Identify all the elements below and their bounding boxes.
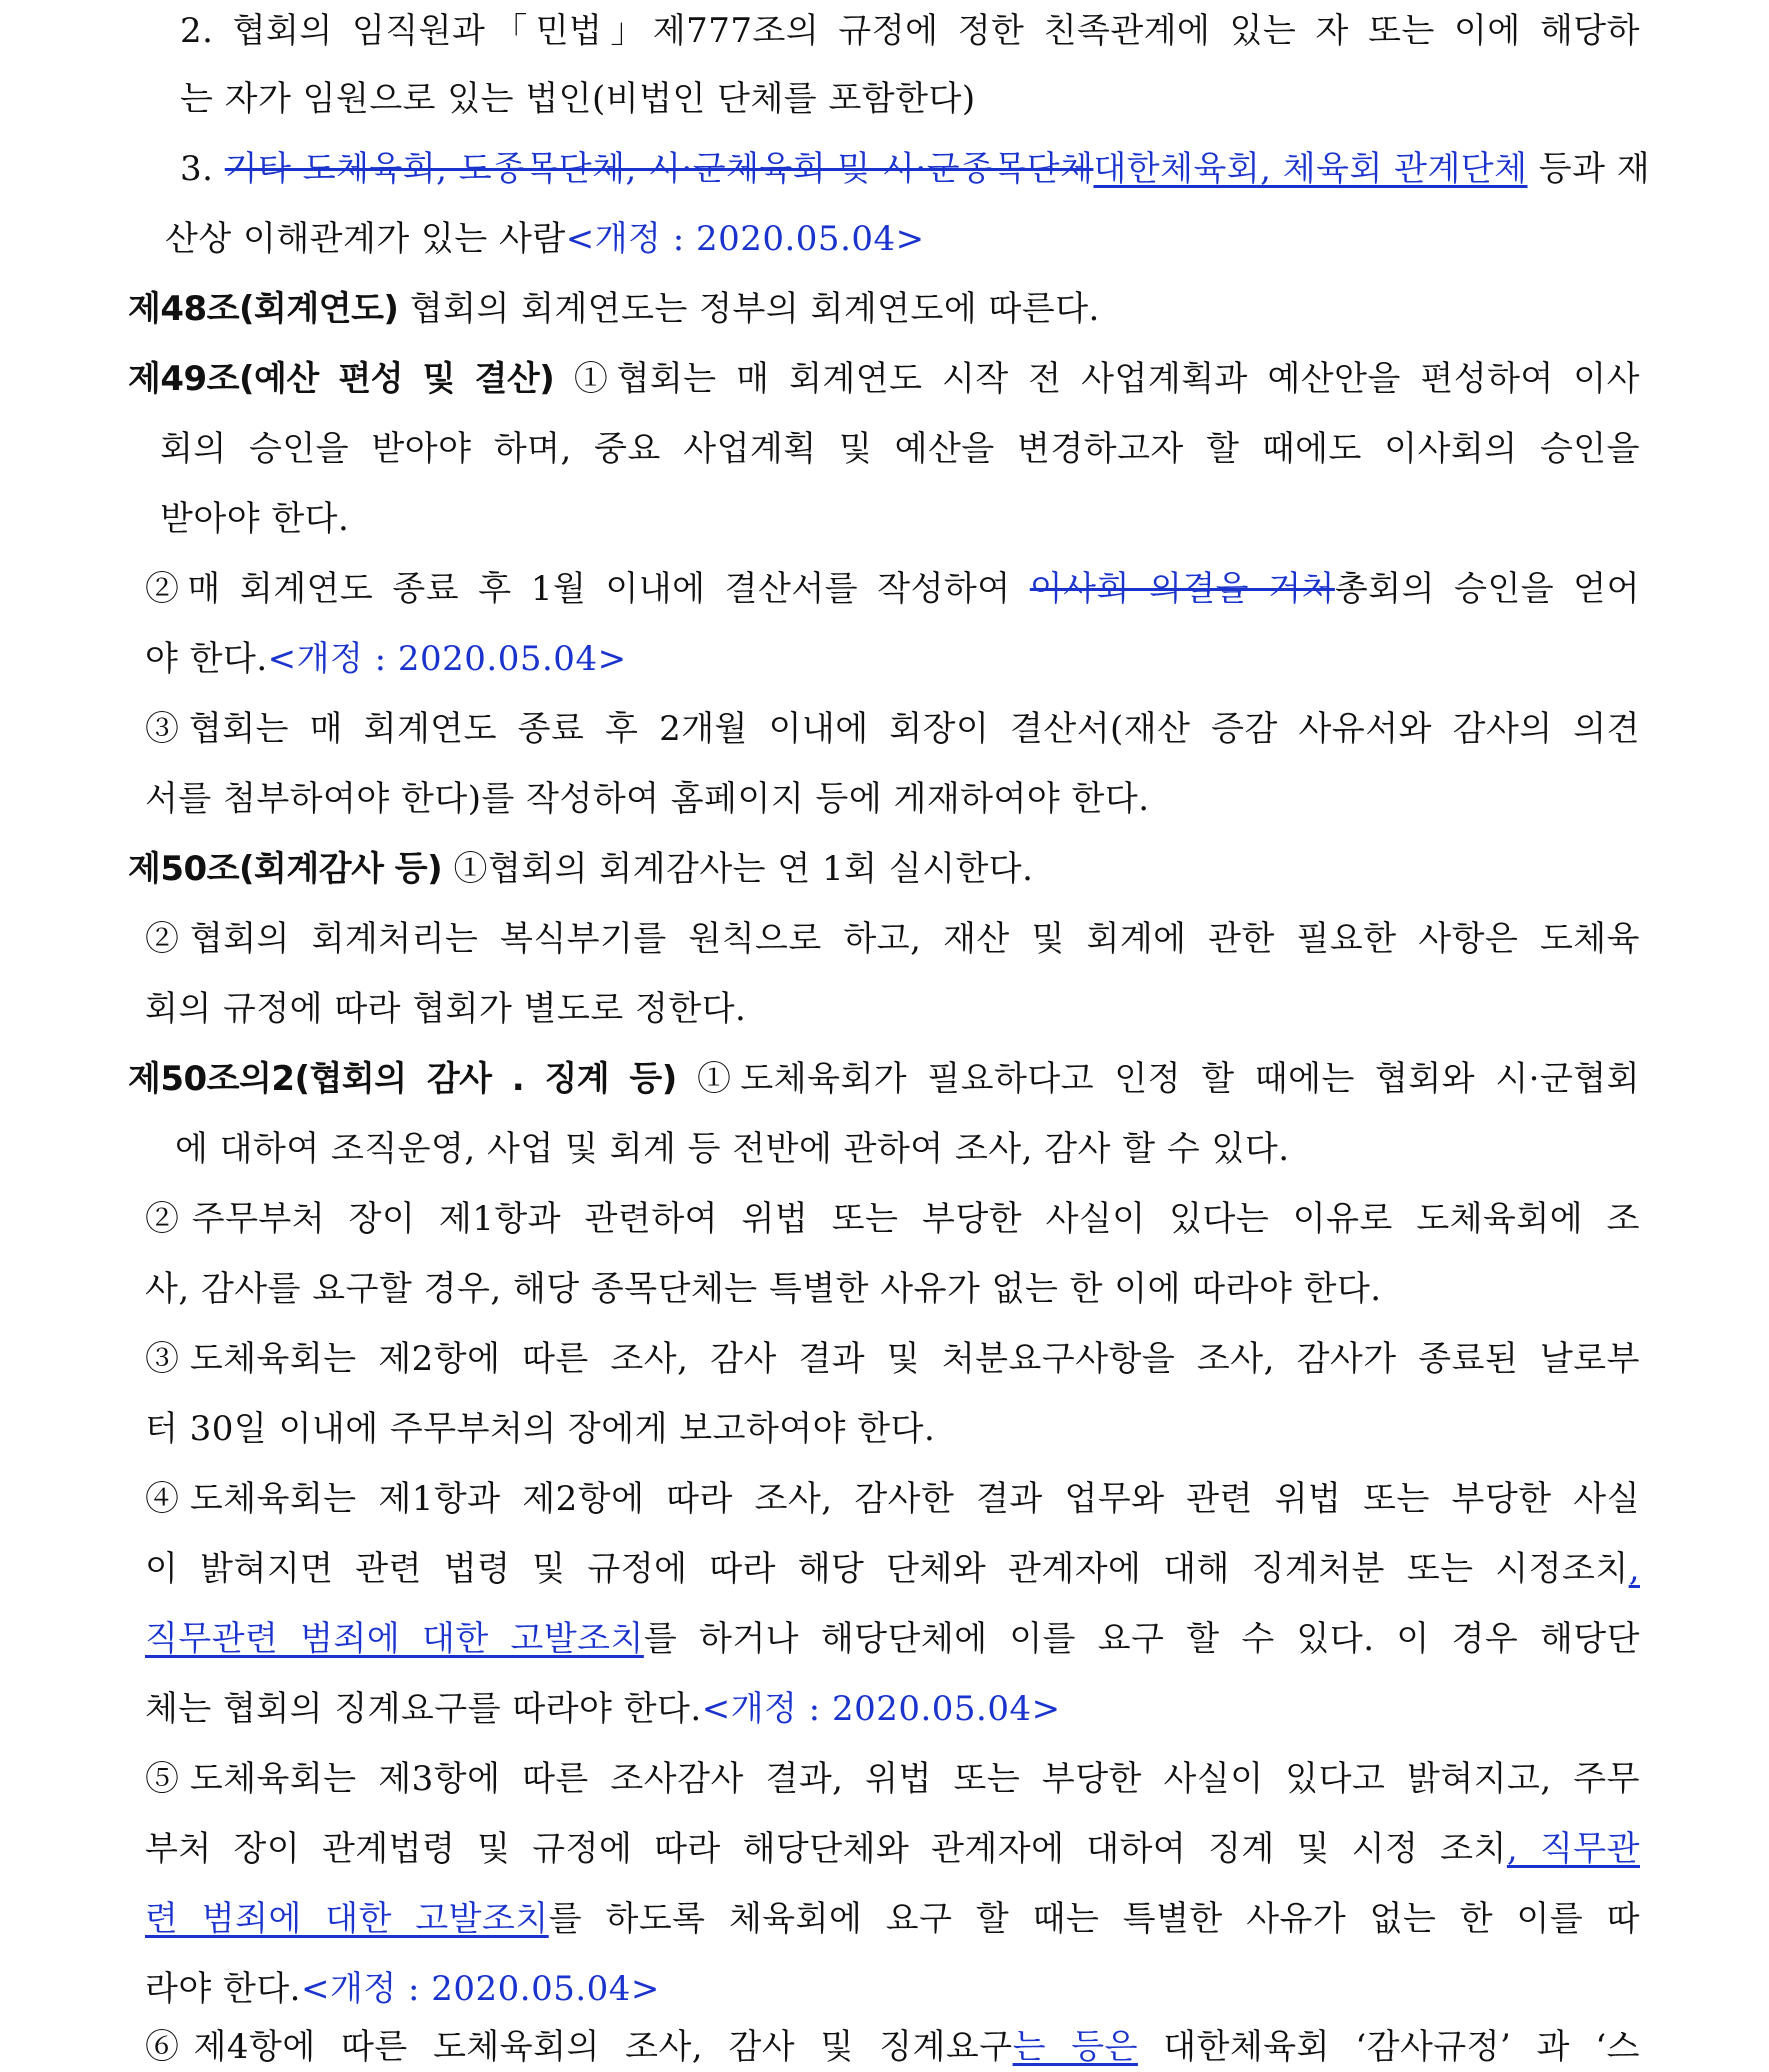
article-50-2-line-1: [128, 1054, 1640, 1104]
inserted-text: 직무관련 범죄에 대한 고발조치: [145, 1619, 644, 1659]
paragraph-text: ②협회의 회계처리는 복식부기를 원칙으로 하고, 재산 및 회계에 관한 필요한 사항은 도체육: [145, 919, 1640, 959]
deleted-text: 이사회 의결을 거처: [1029, 569, 1335, 609]
paragraph-text: 회의 규정에 따라 협회가 별도로 정한다.: [145, 989, 747, 1029]
article-50-2-para-4-line-3: [145, 1614, 1640, 1664]
clause-text: 산상 이해관계가 있는 사람: [165, 219, 566, 259]
paragraph-text: 야 한다.: [145, 639, 268, 679]
article-heading: 제50조의2(협회의 감사 . 징계 등): [128, 1059, 677, 1099]
article-text: ①협회는 매 회계연도 시작 전 사업계획과 예산안을 편성하여 이사: [554, 359, 1640, 399]
article-50-2-para-2-line-2: [145, 1264, 1382, 1314]
article-50-2-para-2-line-1: [145, 1194, 1640, 1244]
paragraph-text: 체는 협회의 징계요구를 따라야 한다.: [145, 1689, 702, 1729]
article-text: ①협회의 회계감사는 연 1회 실시한다.: [442, 849, 1034, 889]
paragraph-text: ③도체육회는 제2항에 따른 조사, 감사 결과 및 처분요구사항을 조사, 감사가 종료된 날로부: [145, 1339, 1640, 1379]
article-text: 회의 승인을 받아야 하며, 중요 사업계획 및 예산을 변경하고자 할 때에도 이사회의 승인을: [160, 429, 1640, 469]
paragraph-text: ③협회는 매 회계연도 종료 후 2개월 이내에 회장이 결산서(재산 증감 사유서와 감사의 의견: [145, 709, 1640, 749]
article-50-2-line-2: [175, 1124, 1290, 1174]
amendment-note: <개정 : 2020.05.04>: [267, 639, 627, 679]
paragraph-text: 를 하거나 해당단체에 이를 요구 할 수 있다. 이 경우 해당단: [643, 1619, 1640, 1659]
article-50-2-para-5-line-2: [145, 1824, 1640, 1874]
article-text: 받아야 한다.: [160, 499, 350, 539]
article-50-para-2-line-2: [145, 984, 746, 1034]
paragraph-text: 라야 한다.: [145, 1969, 301, 2009]
paragraph-text: ⑤도체육회는 제3항에 따른 조사감사 결과, 위법 또는 부당한 사실이 있다고 밝혀지고, 주무: [145, 1759, 1640, 1799]
clause-text: 등과 재: [1527, 149, 1651, 189]
paragraph-text: 부처 장이 관계법령 및 규정에 따라 해당단체와 관계자에 대하여 징계 및 시정 조치: [145, 1829, 1507, 1869]
article-heading: 제49조(예산 편성 및 결산): [128, 359, 555, 399]
article-49-line-1: [128, 354, 1640, 404]
paragraph-text: ④도체육회는 제1항과 제2항에 따라 조사, 감사한 결과 업무와 관련 위법 또는 부당한 사실: [145, 1479, 1640, 1519]
article-49-line-3: [160, 494, 349, 544]
article-49-para-2-line-2: [145, 634, 627, 684]
article-48: [128, 284, 1100, 334]
article-49-line-2: [160, 424, 1640, 474]
clause-2-line-1: [180, 6, 1640, 56]
inserted-text: 대한체육회, 체육회 관계단체: [1093, 149, 1528, 189]
article-50-2-para-4-line-4: [145, 1684, 1061, 1734]
paragraph-text: ②주무부처 장이 제1항과 관련하여 위법 또는 부당한 사실이 있다는 이유로 도체육회에 조: [145, 1199, 1640, 1239]
article-49-para-3-line-2: [145, 774, 1150, 824]
amendment-note: <개정 : 2020.05.04>: [701, 1689, 1061, 1729]
paragraph-text: 사, 감사를 요구할 경우, 해당 종목단체는 특별한 사유가 없는 한 이에 따라야 한다.: [145, 1269, 1382, 1309]
article-50-2-para-3-line-1: [145, 1334, 1640, 1384]
amendment-note: <개정 : 2020.05.04>: [301, 1969, 660, 2009]
article-text: 협회의 회계연도는 정부의 회계연도에 따른다.: [398, 289, 1100, 329]
article-50-2-para-5-line-3: [145, 1894, 1640, 1944]
inserted-text: 는 등은: [1012, 2027, 1138, 2067]
clause-3-line-1: [180, 144, 1651, 194]
paragraph-text: 대한체육회 ‘감사규정’ 과 ‘스: [1137, 2027, 1641, 2067]
article-50: [128, 844, 1033, 894]
article-text: 에 대하여 조직운영, 사업 및 회계 등 전반에 관하여 조사, 감사 할 수 있다.: [175, 1129, 1290, 1169]
clause-text: 는 자가 임원으로 있는 법인(비법인 단체를 포함한다): [180, 79, 976, 119]
article-50-2-para-4-line-1: [145, 1474, 1640, 1524]
inserted-text: ,: [1628, 1549, 1640, 1589]
clause-3-line-2: [165, 214, 925, 264]
inserted-text: 련 범죄에 대한 고발조치: [145, 1899, 549, 1939]
article-50-2-para-5-line-4: [145, 1964, 660, 2014]
article-50-2-para-4-line-2: [145, 1544, 1640, 1594]
article-50-2-para-3-line-2: [145, 1404, 935, 1454]
article-50-2-para-5-line-1: [145, 1754, 1640, 1804]
paragraph-text: 터 30일 이내에 주무부처의 장에게 보고하여야 한다.: [145, 1409, 936, 1449]
article-50-2-para-6-line-1: [145, 2022, 1640, 2072]
inserted-text: , 직무관: [1506, 1829, 1640, 1869]
paragraph-text: 서를 첨부하여야 한다)를 작성하여 홈페이지 등에 게재하여야 한다.: [145, 779, 1150, 819]
paragraph-text: ⑥제4항에 따른 도체육회의 조사, 감사 및 징계요구: [145, 2027, 1013, 2067]
clause-text: 3.: [180, 149, 225, 189]
article-50-para-2-line-1: [145, 914, 1640, 964]
paragraph-text: 총회의 승인을 얻어: [1334, 569, 1640, 609]
article-heading: 제50조(회계감사 등): [128, 849, 443, 889]
deleted-text: 기타 도체육회, 도종목단체, 시·군체육회 및 시·군종목단체: [224, 149, 1094, 189]
paragraph-text: ②매 회계연도 종료 후 1월 이내에 결산서를 작성하여: [145, 569, 1030, 609]
clause-2-line-2: [180, 74, 976, 124]
clause-text: 2. 협회의 임직원과「민법」제777조의 규정에 정한 친족관계에 있는 자 또는 이에 해당하: [180, 11, 1640, 51]
article-text: ①도체육회가 필요하다고 인정 할 때에는 협회와 시·군협회: [676, 1059, 1640, 1099]
article-heading: 제48조(회계연도): [128, 289, 399, 329]
amendment-note: <개정 : 2020.05.04>: [565, 219, 925, 259]
article-49-para-3-line-1: [145, 704, 1640, 754]
paragraph-text: 를 하도록 체육회에 요구 할 때는 특별한 사유가 없는 한 이를 따: [548, 1899, 1640, 1939]
paragraph-text: 이 밝혀지면 관련 법령 및 규정에 따라 해당 단체와 관계자에 대해 징계처분 또는 시정조치: [145, 1549, 1629, 1589]
article-49-para-2-line-1: [145, 564, 1640, 614]
